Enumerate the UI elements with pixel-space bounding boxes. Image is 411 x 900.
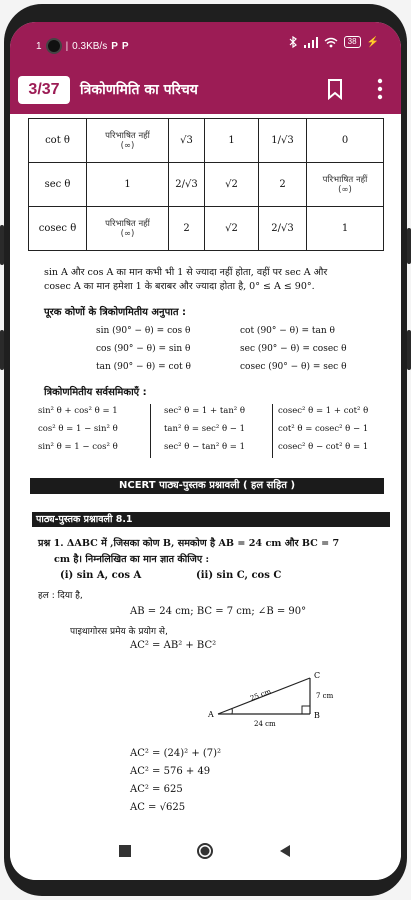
divider xyxy=(272,404,273,458)
table-row xyxy=(29,119,384,163)
power-button xyxy=(407,228,411,264)
table-cell: 2/√3 xyxy=(169,163,205,207)
table-row xyxy=(29,207,384,251)
side-button xyxy=(0,330,4,370)
solution-equation: AC² = 625 xyxy=(130,784,183,795)
battery-icon: 38 xyxy=(344,36,361,48)
question-part: (ii) sin C, cos C xyxy=(196,570,282,581)
signal-icon xyxy=(304,37,318,48)
table-row xyxy=(29,163,384,207)
question-line: cm है। निम्नलिखित का मान ज्ञात कीजिए : xyxy=(54,554,210,565)
page-indicator[interactable]: 3/37 xyxy=(18,76,70,104)
app-bar xyxy=(10,66,401,114)
note-line: sin A और cos A का मान कभी भी 1 से ज्यादा नहीं होता, वहीं पर sec A और xyxy=(44,267,328,278)
front-camera xyxy=(46,38,62,54)
table-cell: √3 xyxy=(169,119,205,163)
identities-col3: cosec² θ = 1 + cot² θ cot² θ = cosec² θ − 1 cosec² θ − cot² θ = 1 xyxy=(278,406,369,452)
table-cell: 1 xyxy=(205,119,259,163)
table-cell: 1/√3 xyxy=(259,119,307,163)
identities-col2: sec² θ = 1 + tan² θ tan² θ = sec² θ − 1 sec² θ − tan² θ = 1 xyxy=(164,406,246,452)
volume-button xyxy=(0,225,4,265)
solution-given: हल : दिया है, xyxy=(38,591,83,601)
table-cell: cosec θ xyxy=(29,207,87,251)
notification-p-icon: P xyxy=(121,40,129,52)
table-cell: परिभाषित नहीं (∞) xyxy=(87,119,169,163)
ncert-banner: NCERT पाठ्य-पुस्तक प्रश्नावली ( हल सहित ) xyxy=(30,478,384,494)
table-cell: 1 xyxy=(307,207,384,251)
network-speed: 0.3KB/s xyxy=(72,40,108,52)
triangle-figure xyxy=(200,656,350,732)
side-button xyxy=(407,330,411,370)
table-cell: sec θ xyxy=(29,163,87,207)
table-cell: 2 xyxy=(259,163,307,207)
trig-ratio-table xyxy=(28,118,384,251)
charging-icon: ⚡ xyxy=(366,36,379,48)
identities-heading: त्रिकोणमितीय सर्वसमिकाएँ : xyxy=(44,387,147,398)
solution-equation: AC² = AB² + BC² xyxy=(130,640,217,651)
wifi-icon xyxy=(324,37,338,48)
vertex-c: C xyxy=(314,671,321,680)
identities-col1: sin² θ + cos² θ = 1 cos² θ = 1 − sin² θ sin² θ = 1 − cos² θ xyxy=(38,406,118,452)
solution-equation: AC = √625 xyxy=(130,802,186,813)
solution-theorem: पाइथागोरस प्रमेय के प्रयोग से, xyxy=(70,627,168,637)
question-line: प्रश्न 1. ΔABC में ,जिसका कोण B, समकोण है AB = 24 cm और BC = 7 xyxy=(38,538,340,549)
complementary-left: sin (90° − θ) = cos θ cos (90° − θ) = sin θ tan (90° − θ) = cot θ xyxy=(96,326,191,372)
hypotenuse-label: 25 cm xyxy=(249,687,273,703)
bluetooth-icon xyxy=(288,36,298,48)
back-icon[interactable] xyxy=(278,844,292,858)
table-cell: 1 xyxy=(87,163,169,207)
question-part: (i) sin A, cos A xyxy=(60,570,142,581)
bookmark-icon[interactable] xyxy=(325,78,345,100)
table-cell: परिभाषित नहीं (∞) xyxy=(307,163,384,207)
table-cell: 2/√3 xyxy=(259,207,307,251)
table-cell: 2 xyxy=(169,207,205,251)
navigation-bar xyxy=(10,830,401,880)
divider xyxy=(150,404,151,458)
home-icon[interactable] xyxy=(196,842,214,860)
table-cell: cot θ xyxy=(29,119,87,163)
solution-values: AB = 24 cm; BC = 7 cm; ∠B = 90° xyxy=(130,606,307,617)
notification-p-icon: P xyxy=(111,40,118,52)
chapter-title: त्रिकोणमिति का परिचय xyxy=(80,82,198,98)
height-label: 7 cm xyxy=(316,692,334,700)
more-vert-icon[interactable] xyxy=(377,78,383,100)
status-bar: 1 | 0.3KB/s P P 38 ⚡ xyxy=(10,22,401,66)
complementary-heading: पूरक कोणों के त्रिकोणमितीय अनुपात : xyxy=(44,307,187,318)
note-paragraph xyxy=(44,266,384,294)
table-cell: √2 xyxy=(205,163,259,207)
table-cell: 0 xyxy=(307,119,384,163)
recent-apps-icon[interactable] xyxy=(118,844,132,858)
note-line: cosec A का मान हमेशा 1 के बराबर और ज्यादा होता है, 0° ≤ A ≤ 90°. xyxy=(44,281,315,292)
solution-equation: AC² = 576 + 49 xyxy=(130,766,211,777)
clock-fragment: 1 xyxy=(36,40,42,52)
exercise-banner: पाठ्य-पुस्तक प्रश्नावली 8.1 xyxy=(32,512,390,527)
vertex-a: A xyxy=(208,710,214,719)
screen xyxy=(10,22,401,880)
table-cell: √2 xyxy=(205,207,259,251)
solution-equation: AC² = (24)² + (7)² xyxy=(130,748,222,759)
base-label: 24 cm xyxy=(254,720,276,728)
table-cell: परिभाषित नहीं (∞) xyxy=(87,207,169,251)
vertex-b: B xyxy=(314,711,320,720)
complementary-right: cot (90° − θ) = tan θ sec (90° − θ) = cosec θ cosec (90° − θ) = sec θ xyxy=(240,326,347,372)
page-content[interactable] xyxy=(10,114,401,830)
